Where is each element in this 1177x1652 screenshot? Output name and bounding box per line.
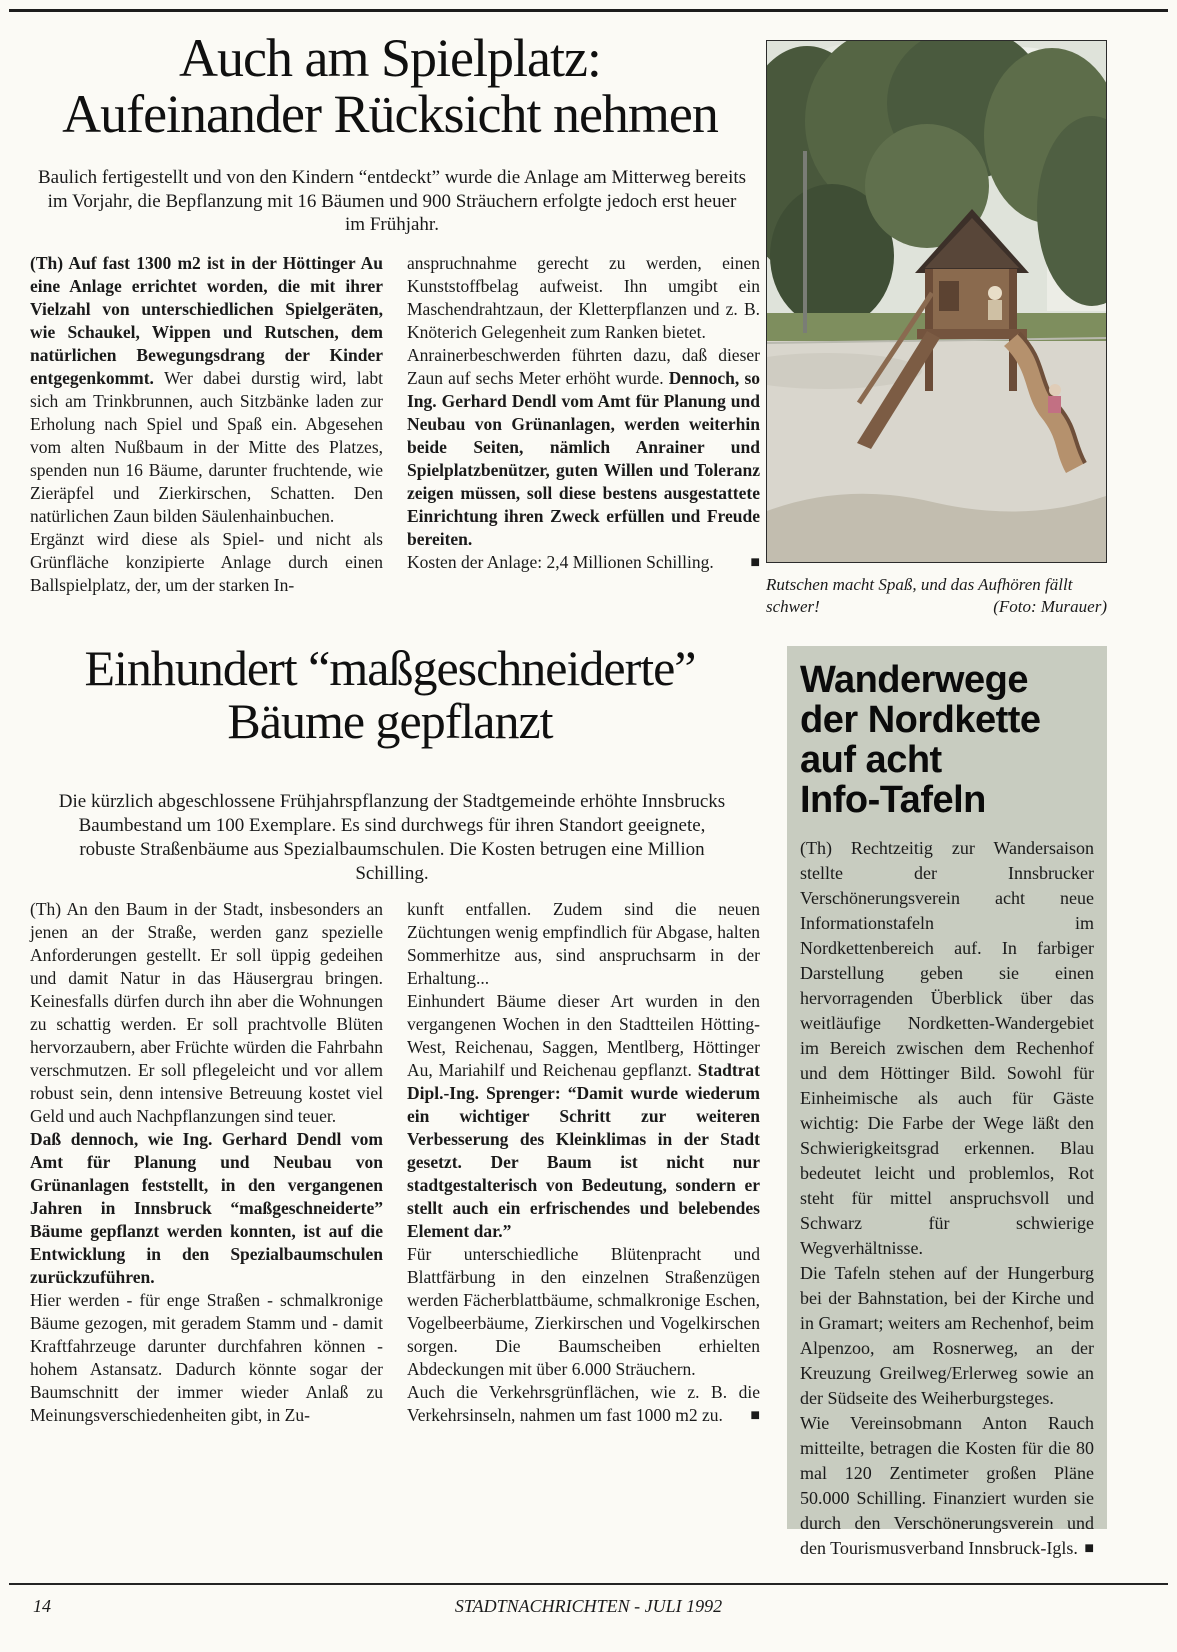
top-rule [9, 9, 1168, 12]
article2-paragraph-3: Hier werden - für enge Straßen - schmalkronige Bäume gezogen, mit geradem Stamm und - damit Kraftfahrzeuge darunter durchfahren können - hohem Astansatz. Dadurch könnte sogar der Baumschnitt der immer wieder Anlaß zu Meinungsverschiedenheiten gibt, in Zu- [30, 1290, 383, 1425]
article2-paragraph-2 [30, 1128, 383, 1289]
article1-headline-line2: Aufeinander Rücksicht nehmen [62, 84, 718, 145]
body-text: Anrainerbeschwerden führten dazu, daß dieser Zaun auf sechs Meter erhöht wurde. [407, 345, 760, 388]
article2-body [30, 898, 760, 1427]
bold-quote-text: Dennoch, so Ing. Gerhard Dendl vom Amt für Planung und Neubau von Grünanlagen, werden weiterhin beide Seiten, nämlich Anrainer und Spielplatzbenützer, guten Willen und Toleranz zeigen müssen, soll diese bestens ausgestattete Einrichtung ihren Zweck erfüllen und Freude bereiten. [407, 368, 760, 549]
footer-journal-title: STADTNACHRICHTEN - JULI 1992 [454, 1596, 723, 1616]
photo-caption [766, 574, 1107, 618]
sidebar-paragraph-3 [800, 1411, 1094, 1561]
bold-lead-text: (Th) Auf fast 1300 m2 ist in der Höttinger Au eine Anlage errichtet worden, die mit ihrer Vielzahl von unterschiedlichen Spielgeräten, wie Schaukel, Wippen und Rutschen, dem natürlichen Bewegungsdrang der Kinder entgegenkommt. [30, 253, 383, 388]
article-end-square: ■ [1084, 1540, 1094, 1557]
bold-quote-text: Stadtrat Dipl.-Ing. Sprenger: “Damit wurde wiederum ein wichtiger Schritt zur weiteren Verbesserung des Kleinklimas in der Stadt gesetzt. Der Baum ist nicht nur stadtgestalterisch von Bedeutung, sondern er stellt auch ein erfrischendes und belebendes Element dar.” [407, 1060, 760, 1241]
article1-lede: Baulich fertigestellt und von den Kindern “entdeckt” wurde die Anlage am Mitterweg bereits im Vorjahr, die Bepflanzung mit 16 Bäumen und 900 Sträuchern erfolgte jedoch erst heuer im Frühjahr. [37, 167, 747, 236]
article2-paragraph-5 [407, 990, 760, 1243]
article1-paragraph-2: Ergänzt wird diese als Spiel- und nicht als Grünfläche konzipierte Anlage durch einen Ballspielplatz, der, um der starken In- [30, 529, 383, 595]
article2-paragraph-4: kunft entfallen. Zudem sind die neuen Züchtungen wenig empfindlich für Abgase, halten Sommerhitze aus, sind anspruchsarm in der Erhaltung... [407, 899, 760, 988]
sidebar-title-line4: Info-Tafeln [800, 779, 986, 821]
article1-body [30, 252, 760, 597]
sidebar-title-line3: auf acht [800, 739, 942, 781]
article2-paragraph-1: (Th) An den Baum in der Stadt, insbesonders an jenen an der Straße, werden ganz spezielle Anforderungen gestellt. Er soll üppig gedeihen und damit Natur in das Häusergrau bringen. Keinesfalls dürfen durch ihn aber die Wohnungen zu schattig werden. Er soll prachtvolle Blüten hervorzaubern, aber Früchte würden die Fahrbahn verschmutzen. Er soll pflegeleicht und vor allem robust sein, denn intensive Betreuung kostet viel Geld und auch Nachpflanzungen sind teuer. [30, 899, 383, 1126]
page-number: 14 [33, 1596, 51, 1616]
article1-headline-line1: Auch am Spielplatz: [179, 28, 601, 88]
article1-paragraph-3: anspruchnahme gerecht zu werden, einen Kunststoffbelag aufweist. Ihn umgibt ein Maschendrahtzaun, der Kletterpflanzen und z. B. Knöterich Gelegenheit zum Ranken bietet. [407, 253, 760, 342]
playground-photo [766, 40, 1107, 563]
article2-column-1 [30, 898, 383, 1427]
body-text: Einhundert Bäume dieser Art wurden in den vergangenen Wochen in den Stadtteilen Hötting-West, Reichenau, Saggen, Mentlberg, Höttinger Au, Mariahilf und Reichenau gepflanzt. [407, 991, 760, 1080]
sidebar-title-line2: der Nordkette [800, 699, 1041, 741]
article-end-square: ■ [750, 554, 760, 571]
article2-headline-line2: Bäume gepflanzt [227, 693, 553, 749]
photo-credit: (Foto: Murauer) [993, 596, 1107, 616]
article2-headline-line1: Einhundert “maßgeschneiderte” [84, 640, 696, 696]
sidebar-title-line1: Wanderwege [800, 659, 1028, 701]
article1-headline [20, 28, 760, 145]
body-text: Wer dabei durstig wird, labt sich am Trinkbrunnen, auch Sitzbänke laden zur Erholung nach Spiel und Spaß ein. Abgesehen vom alten Nußbaum in der Mitte des Platzes, spenden nun 16 Bäume, darunter fruchtende, wie Zieräpfel und Zierkirschen, Schatten. Den natürlichen Zaun bilden Säulenhainbuchen. [30, 368, 383, 526]
body-text: Wie Vereinsobmann Anton Rauch mitteilte, betragen die Kosten für die 80 mal 120 Zentimeter großen Pläne 50.000 Schilling. Finanziert wurden sie durch den Verschönerungsverein und den Tourismusverband Innsbruck-Igls. [800, 1413, 1094, 1558]
article2-lede: Die kürzlich abgeschlossene Frühjahrspflanzung der Stadtgemeinde erhöhte Innsbrucks Baumbestand um 100 Exemplare. Es sind durchwegs für ihren Standort geeignete, robuste Straßenbäume aus Spezialbaumschulen. Die Kosten betrugen eine Million Schilling. [58, 791, 726, 884]
sidebar-paragraph-1: (Th) Rechtzeitig zur Wandersaison stellte der Innsbrucker Verschönerungsverein acht neue Informationstafeln im Nordkettenbereich auf. In farbiger Darstellung geben sie einen hervorragenden Überblick über das weitläufige Nordketten-Wandergebiet im Bereich zwischen dem Rechenhof und dem Höttinger Bild. Sowohl für Einheimische als auch für Gäste wichtig: Die Farbe der Wege läßt den Schwierigkeitsgrad erkennen. Blau bedeutet leicht und problemlos, Rot steht für mittel anspruchsvoll und Schwarz für schwierige Wegverhältnisse. [800, 838, 1094, 1258]
photo-caption-text: Rutschen macht Spaß, und das Aufhören fällt schwer! [766, 575, 1073, 616]
article2-paragraph-6: Für unterschiedliche Blütenpracht und Blattfärbung in den einzelnen Straßenzügen werden Fächerblattbäume, schmalkronige Eschen, Vogelbeerbäume, Zierkirschen und Vogelkirschen sorgen. Die Baumscheiben erhielten Abdeckungen mit über 6.000 Sträuchern. [407, 1244, 760, 1379]
article1-paragraph-1 [30, 252, 383, 528]
article2-paragraph-7 [407, 1381, 760, 1427]
sidebar-paragraph-2: Die Tafeln stehen auf der Hungerburg bei der Bahnstation, bei der Kirche und in Gramart; weiters am Rechenhof, beim Alpenzoo, am Rosnerweg, an der Kreuzung Greilweg/Erlerweg sowie an der Südseite des Weiherburgsteges. [800, 1263, 1094, 1408]
article2-headline [20, 642, 760, 748]
sidebar-title [800, 660, 1094, 820]
article2-column-2 [407, 898, 760, 1427]
body-text: Auch die Verkehrsgrünflächen, wie z. B. die Verkehrsinseln, nahmen um fast 1000 m2 zu. [407, 1382, 760, 1425]
article-end-square: ■ [750, 1407, 760, 1424]
article1-column-1 [30, 252, 383, 597]
bold-statement-text: Daß dennoch, wie Ing. Gerhard Dendl vom Amt für Planung und Neubau von Grünanlagen feststellt, in den vergangenen Jahren in Innsbruck “maßgeschneiderte” Bäume gepflanzt werden konnten, ist auf die Entwicklung in den Spezialbaumschulen zurückzuführen. [30, 1129, 383, 1287]
footer-rule [9, 1583, 1168, 1585]
article1-column-2 [407, 252, 760, 597]
body-text: Kosten der Anlage: 2,4 Millionen Schilling. [407, 552, 714, 572]
article1-paragraph-4 [407, 344, 760, 551]
article1-paragraph-5 [407, 551, 760, 574]
sidebar-info-box [787, 646, 1107, 1558]
playground-photo-art [767, 41, 1106, 562]
sidebar-body [800, 836, 1094, 1561]
